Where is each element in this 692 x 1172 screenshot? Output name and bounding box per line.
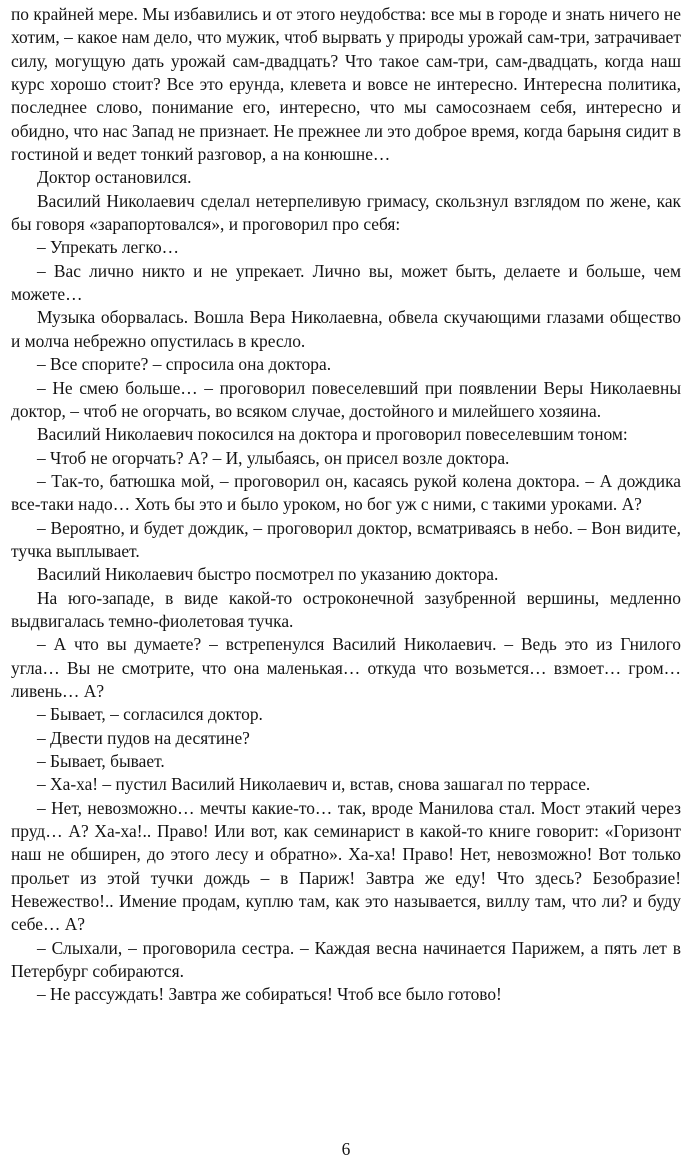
- paragraph-21: – Слыхали, – проговорила сестра. – Каждая весна начинается Парижем, а пять лет в Петербург собираются.: [11, 937, 681, 982]
- paragraph-18: – Бывает, бывает.: [37, 751, 165, 771]
- paragraph-4: – Упрекать легко…: [37, 237, 180, 258]
- paragraph-1: по крайней мере. Мы избавились и от этого неудобства: все мы в городе и знать ничего не хотим, – какое нам дело, что мужик, чтоб вырвать у природы урожай сам-три, затрачивает силу, могущую дать урожай сам-двадцать? Что такое сам-три, сам-двадцать, когда наш курс хорошо стоит? Все это ерунда, клевета и вовсе не интересно. Интересна политика, последнее слово, понимание его, интересно, что мы самосознаем себя, интересно и обидно, что нас Запад не признает. Не прежнее ли это доброе время, когда барыня сидит в гостиной и ведет тонкий разговор, а на конюшне…: [11, 4, 681, 165]
- page-text-body: [11, 3, 681, 1007]
- paragraph-20: – Нет, невозможно… мечты какие-то… так, вроде Манилова стал. Мост этакий через пруд… А? Ха-ха!.. Право! Или вот, как семинарист в какой-то книге говорит: «Горизонт наш не обширен, до этого лесу и обратно». Ха-ха! Право! Нет, невозможно! Вот только прольет из этой тучки дождь – в Париж! Завтра же еду! Что здесь? Безобразие! Невежество!.. Имение продам, куплю там, как это называется, виллу там, что ли? и буду себе… А?: [11, 797, 681, 935]
- paragraph-22: – Не рассуждать! Завтра же собираться! Чтоб все было готово!: [37, 984, 502, 1005]
- paragraph-3: Василий Николаевич сделал нетерпеливую гримасу, скользнул взглядом по жене, как бы говоря «зарапортовался», и проговорил про себя:: [11, 190, 681, 235]
- paragraph-10: – Чтоб не огорчать? А? – И, улыбаясь, он присел возле доктора.: [37, 447, 510, 468]
- paragraph-5: – Вас лично никто и не упрекает. Лично вы, может быть, делаете и больше, чем можете…: [11, 260, 681, 305]
- paragraph-9: Василий Николаевич покосился на доктора и проговорил повеселевшим тоном:: [37, 424, 628, 445]
- paragraph-8: – Не смею больше… – проговорил повеселевший при появлении Веры Николаевны доктор, – чтоб не огорчать, во всяком случае, достойного и милейшего хозяина.: [11, 377, 681, 421]
- paragraph-19: – Ха-ха! – пустил Василий Николаевич и, встав, снова зашагал по террасе.: [37, 774, 591, 795]
- paragraph-2: Доктор остановился.: [37, 167, 192, 188]
- paragraph-11: – Так-то, батюшка мой, – проговорил он, касаясь рукой колена доктора. – А дождика все-таки надо… Хоть бы это и было уроком, но бог уж с ними, с такими уроками. А?: [11, 470, 681, 515]
- paragraph-16: – Бывает, – согласился доктор.: [37, 704, 263, 725]
- paragraph-7: – Все спорите? – спросила она доктора.: [37, 354, 332, 375]
- paragraph-6: Музыка оборвалась. Вошла Вера Николаевна, обвела скучающими глазами общество и молча небрежно опустилась в кресло.: [11, 307, 681, 351]
- paragraph-13: Василий Николаевич быстро посмотрел по указанию доктора.: [37, 564, 499, 585]
- paragraph-14: На юго-западе, в виде какой-то остроконечной зазубренной вершины, медленно выдвигалась темно-фиолетовая тучка.: [11, 587, 681, 631]
- paragraph-15: – А что вы думаете? – встрепенулся Василий Николаевич. – Ведь это из Гнилого угла… Вы не смотрите, что она маленькая… откуда что возьмется… взмоет… гром… ливень… А?: [11, 634, 681, 701]
- paragraph-12: – Вероятно, и будет дождик, – проговорил доктор, всматриваясь в небо. – Вон видите, тучка выплывает.: [11, 517, 681, 561]
- page-number: 6: [341, 1139, 351, 1159]
- paragraph-17: – Двести пудов на десятине?: [37, 727, 250, 748]
